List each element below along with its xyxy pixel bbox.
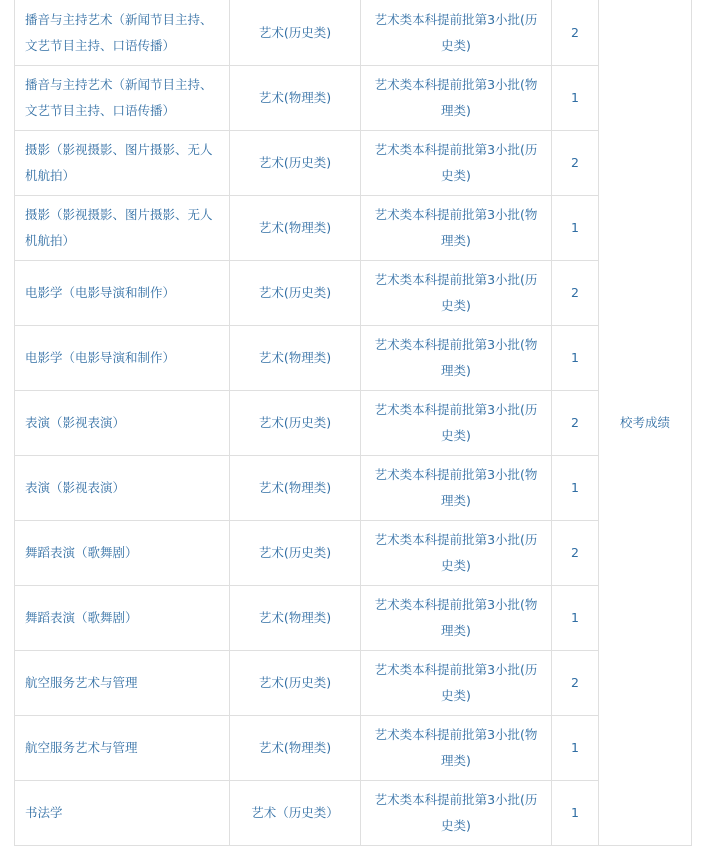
subject-cell: 艺术(历史类)	[230, 651, 361, 716]
table-row	[15, 586, 692, 651]
table-row	[15, 261, 692, 326]
batch-cell: 艺术类本科提前批第3小批(历史类)	[361, 521, 552, 586]
major-cell: 电影学（电影导演和制作）	[15, 261, 230, 326]
batch-cell: 艺术类本科提前批第3小批(物理类)	[361, 196, 552, 261]
table-row	[15, 391, 692, 456]
table-row	[15, 716, 692, 781]
subject-cell: 艺术(历史类)	[230, 261, 361, 326]
batch-cell: 艺术类本科提前批第3小批(物理类)	[361, 586, 552, 651]
count-cell: 1	[552, 196, 599, 261]
batch-cell: 艺术类本科提前批第3小批(历史类)	[361, 781, 552, 846]
count-cell: 2	[552, 261, 599, 326]
major-cell: 舞蹈表演（歌舞剧）	[15, 521, 230, 586]
table-body	[15, 1, 692, 846]
subject-cell: 艺术(物理类)	[230, 586, 361, 651]
batch-cell: 艺术类本科提前批第3小批(物理类)	[361, 66, 552, 131]
subject-cell: 艺术(物理类)	[230, 66, 361, 131]
major-cell: 摄影（影视摄影、图片摄影、无人机航拍）	[15, 196, 230, 261]
major-cell: 航空服务艺术与管理	[15, 716, 230, 781]
count-cell: 1	[552, 586, 599, 651]
subject-cell: 艺术(历史类)	[230, 521, 361, 586]
subject-cell: 艺术（历史类）	[230, 781, 361, 846]
subject-cell: 艺术(物理类)	[230, 326, 361, 391]
count-cell: 1	[552, 456, 599, 521]
table-row	[15, 651, 692, 716]
admission-basis-cell: 校考成绩	[599, 1, 692, 846]
subject-cell: 艺术(历史类)	[230, 1, 361, 66]
subject-cell: 艺术(物理类)	[230, 456, 361, 521]
major-cell: 播音与主持艺术（新闻节目主持、文艺节目主持、口语传播）	[15, 66, 230, 131]
batch-cell: 艺术类本科提前批第3小批(历史类)	[361, 1, 552, 66]
count-cell: 2	[552, 521, 599, 586]
count-cell: 1	[552, 781, 599, 846]
batch-cell: 艺术类本科提前批第3小批(历史类)	[361, 131, 552, 196]
batch-cell: 艺术类本科提前批第3小批(物理类)	[361, 456, 552, 521]
count-cell: 2	[552, 131, 599, 196]
batch-cell: 艺术类本科提前批第3小批(物理类)	[361, 716, 552, 781]
major-cell: 播音与主持艺术（新闻节目主持、文艺节目主持、口语传播）	[15, 1, 230, 66]
table-row	[15, 196, 692, 261]
table-row	[15, 66, 692, 131]
batch-cell: 艺术类本科提前批第3小批(历史类)	[361, 261, 552, 326]
batch-cell: 艺术类本科提前批第3小批(历史类)	[361, 651, 552, 716]
major-cell: 摄影（影视摄影、图片摄影、无人机航拍）	[15, 131, 230, 196]
major-cell: 书法学	[15, 781, 230, 846]
admission-plan-table-wrapper	[14, 0, 691, 846]
table-row	[15, 521, 692, 586]
table-row	[15, 456, 692, 521]
admission-plan-table	[14, 0, 692, 846]
major-cell: 航空服务艺术与管理	[15, 651, 230, 716]
major-cell: 表演（影视表演）	[15, 391, 230, 456]
count-cell: 2	[552, 651, 599, 716]
count-cell: 2	[552, 1, 599, 66]
count-cell: 1	[552, 66, 599, 131]
count-cell: 2	[552, 391, 599, 456]
count-cell: 1	[552, 326, 599, 391]
major-cell: 电影学（电影导演和制作）	[15, 326, 230, 391]
subject-cell: 艺术(物理类)	[230, 196, 361, 261]
batch-cell: 艺术类本科提前批第3小批(历史类)	[361, 391, 552, 456]
subject-cell: 艺术(物理类)	[230, 716, 361, 781]
table-row	[15, 131, 692, 196]
subject-cell: 艺术(历史类)	[230, 391, 361, 456]
major-cell: 舞蹈表演（歌舞剧）	[15, 586, 230, 651]
count-cell: 1	[552, 716, 599, 781]
table-row	[15, 781, 692, 846]
batch-cell: 艺术类本科提前批第3小批(物理类)	[361, 326, 552, 391]
subject-cell: 艺术(历史类)	[230, 131, 361, 196]
major-cell: 表演（影视表演）	[15, 456, 230, 521]
table-row	[15, 326, 692, 391]
table-row	[15, 1, 692, 66]
